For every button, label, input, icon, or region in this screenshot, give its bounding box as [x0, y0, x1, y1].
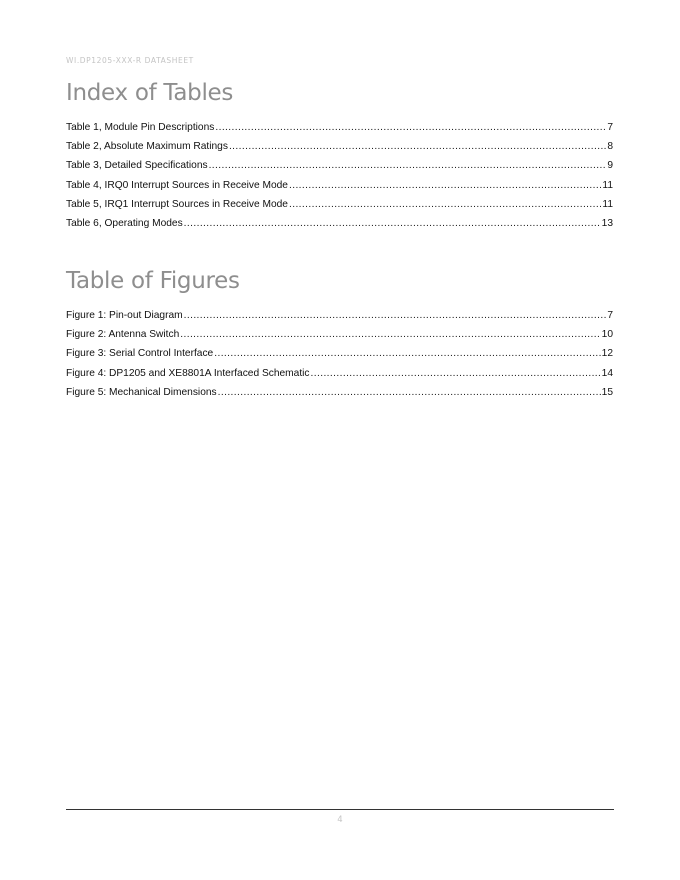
dot-leader	[229, 141, 606, 152]
toc-entry-page: 15	[601, 386, 613, 398]
toc-entry-text: Table 3, Detailed Specifications	[66, 160, 208, 172]
dot-leader	[184, 218, 601, 229]
toc-entry-text: Figure 3: Serial Control Interface	[66, 348, 214, 360]
toc-entry-text: Figure 1: Pin-out Diagram	[66, 310, 183, 321]
table-of-figures-heading: Table of Figures	[66, 268, 240, 294]
dot-leader	[311, 368, 601, 379]
running-header: WI.DP1205-XXX-R DATASHEET	[66, 56, 194, 65]
toc-entry-figure-2[interactable]	[66, 329, 613, 348]
index-of-tables-heading: Index of Tables	[66, 80, 234, 106]
toc-entry-page: 11	[602, 198, 613, 210]
dot-leader	[218, 387, 601, 398]
index-of-tables-list	[66, 122, 613, 237]
toc-entry-text: Table 4, IRQ0 Interrupt Sources in Receive Mode	[66, 179, 288, 191]
toc-entry-page: 12	[601, 348, 613, 360]
toc-entry-page: 10	[601, 329, 613, 341]
toc-entry-table-3[interactable]	[66, 160, 613, 179]
toc-entry-figure-3[interactable]	[66, 348, 613, 367]
toc-entry-page: 11	[602, 179, 613, 191]
toc-entry-page: 8	[607, 141, 613, 153]
toc-entry-table-4[interactable]	[66, 180, 613, 199]
toc-entry-table-5[interactable]	[66, 199, 613, 218]
toc-entry-table-6[interactable]	[66, 218, 613, 237]
toc-entry-table-1[interactable]	[66, 122, 613, 141]
table-of-figures-list	[66, 310, 613, 406]
toc-entry-figure-4[interactable]	[66, 368, 613, 387]
toc-entry-text: Figure 2: Antenna Switch	[66, 329, 180, 341]
toc-entry-page: 13	[601, 217, 613, 229]
toc-entry-text: Table 6, Operating Modes	[66, 217, 183, 229]
dot-leader	[180, 329, 600, 340]
dot-leader	[214, 348, 600, 359]
footer-divider	[66, 809, 614, 810]
toc-entry-page: 9	[607, 160, 613, 172]
dot-leader	[289, 199, 601, 210]
toc-entry-figure-5[interactable]	[66, 387, 613, 406]
toc-entry-page: 7	[607, 122, 613, 133]
toc-entry-text: Figure 4: DP1205 and XE8801A Interfaced Schematic	[66, 367, 310, 379]
toc-entry-text: Table 1, Module Pin Descriptions	[66, 122, 215, 133]
dot-leader	[289, 180, 601, 191]
toc-entry-table-2[interactable]	[66, 141, 613, 160]
toc-entry-figure-1[interactable]	[66, 310, 613, 329]
toc-entry-page: 7	[607, 310, 613, 321]
toc-entry-text: Table 2, Absolute Maximum Ratings	[66, 141, 228, 153]
toc-entry-page: 14	[601, 367, 613, 379]
toc-entry-text: Figure 5: Mechanical Dimensions	[66, 386, 217, 398]
toc-entry-text: Table 5, IRQ1 Interrupt Sources in Receive Mode	[66, 198, 288, 210]
page-number: 4	[337, 815, 343, 825]
dot-leader	[215, 122, 606, 133]
dot-leader	[209, 160, 607, 171]
dot-leader	[184, 310, 607, 321]
